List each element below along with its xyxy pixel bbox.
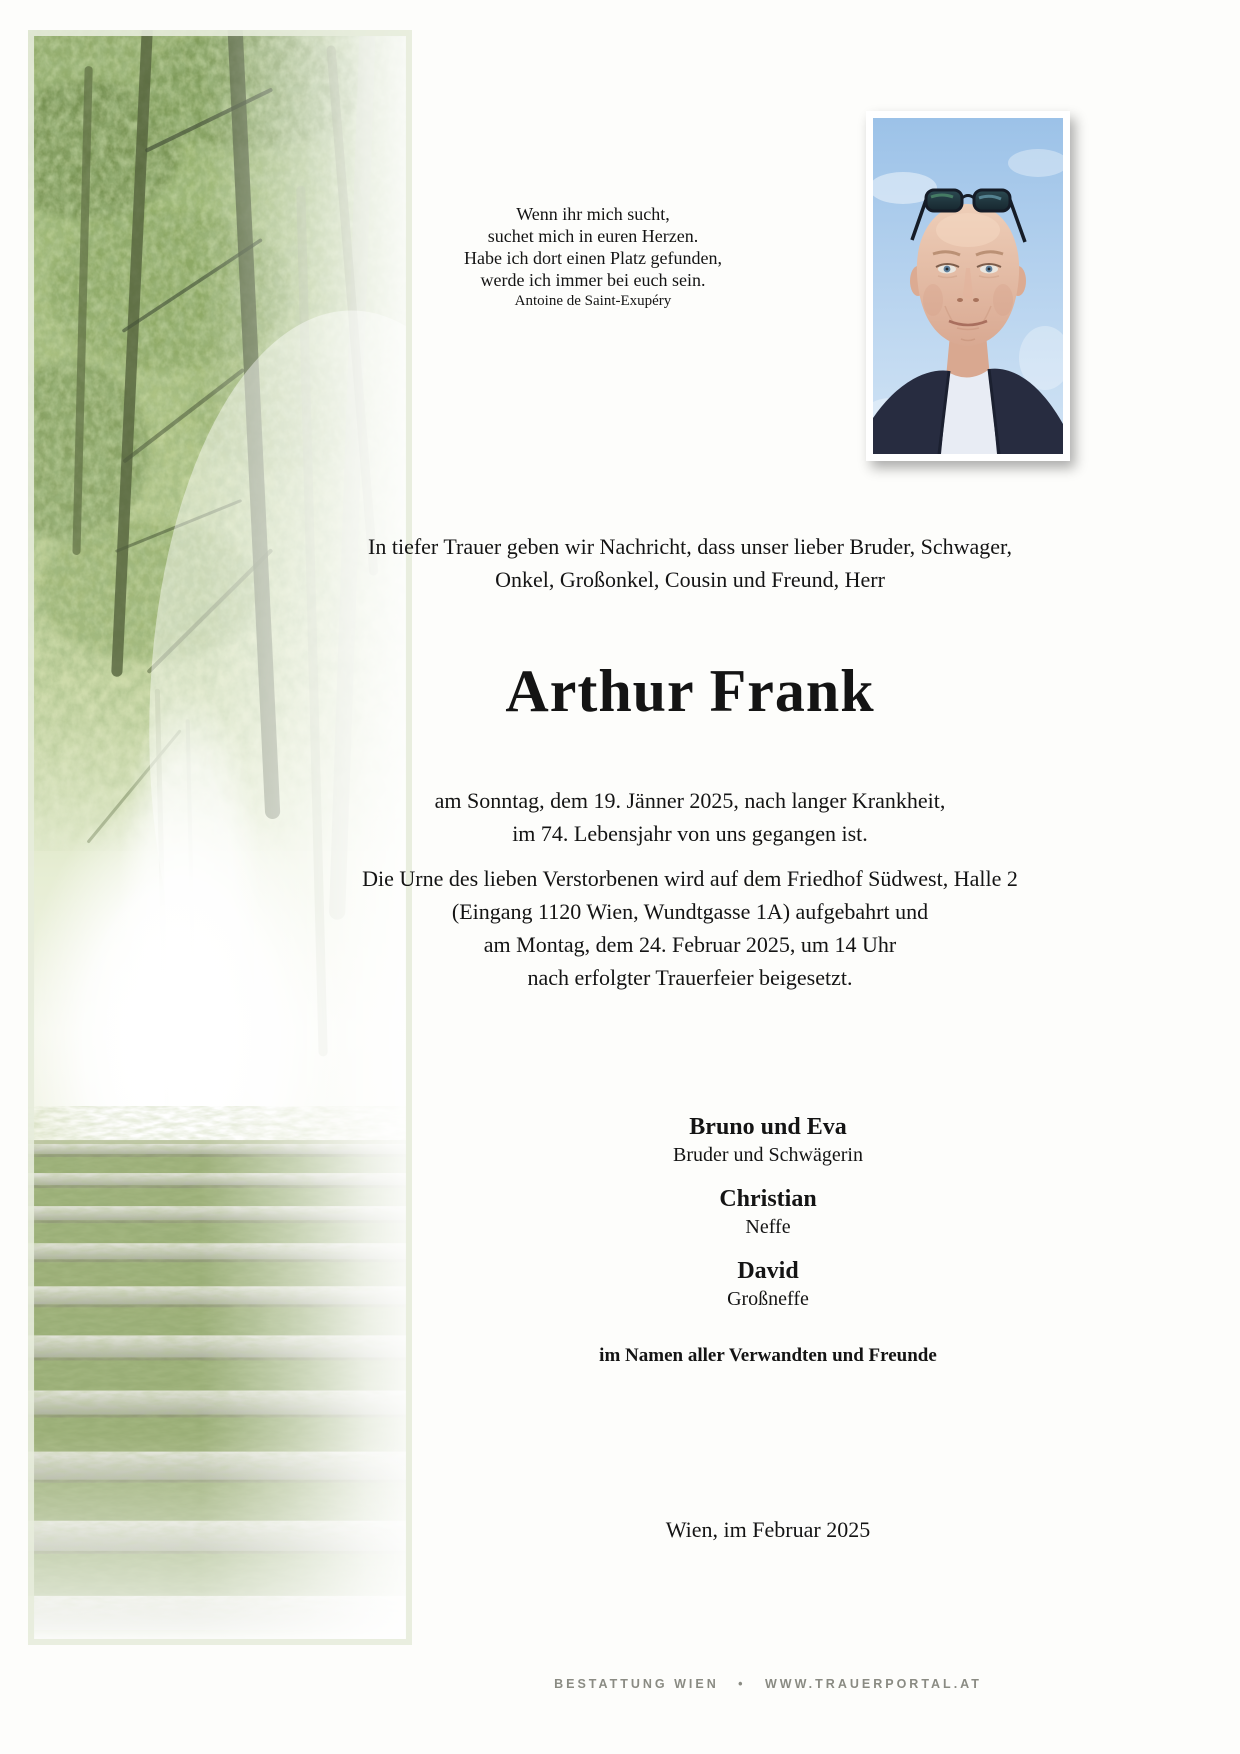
quote-attribution: Antoine de Saint-Exupéry [514, 293, 672, 309]
quote-line: suchet mich in euren Herzen. [487, 226, 699, 246]
passing-line: am Sonntag, dem 19. Jänner 2025, nach langer Krankheit, [434, 788, 946, 813]
quote-line: Wenn ihr mich sucht, [516, 204, 670, 224]
mourners-list [296, 1112, 1240, 1328]
quote-line: werde ich immer bei euch sein. [480, 270, 706, 290]
funeral-line: am Montag, dem 24. Februar 2025, um 14 Uhr [483, 932, 897, 957]
mourner-entry [296, 1112, 1240, 1168]
funeral-line: (Eingang 1120 Wien, Wundtgasse 1A) aufgebahrt und [451, 899, 929, 924]
mourner-entry [296, 1256, 1240, 1312]
mourner-relation: Neffe [745, 1216, 791, 1238]
mourner-name: Bruno und Eva [689, 1114, 847, 1140]
mourner-name: David [737, 1258, 799, 1284]
quote-line: Habe ich dort einen Platz gefunden, [464, 248, 722, 268]
mourner-entry [296, 1184, 1240, 1240]
footer-text: BESTATTUNG WIEN • WWW.TRAUERPORTAL.AT [554, 1677, 982, 1691]
passing-line: im 74. Lebensjahr von uns gegangen ist. [512, 821, 868, 846]
passing-info [140, 784, 1240, 850]
deceased-name: Arthur Frank [505, 658, 875, 724]
mourner-relation: Bruder und Schwägerin [673, 1144, 863, 1166]
portrait-photo [866, 111, 1070, 461]
mourner-name: Christian [719, 1186, 817, 1212]
announcement-intro [140, 530, 1240, 596]
dateline: Wien, im Februar 2025 [665, 1517, 871, 1542]
intro-line: In tiefer Trauer geben wir Nachricht, dass unser lieber Bruder, Schwager, [368, 534, 1012, 559]
mourner-relation: Großneffe [727, 1288, 809, 1310]
funeral-line: nach erfolgter Trauerfeier beigesetzt. [527, 965, 853, 990]
funeral-info [140, 862, 1240, 994]
intro-line: Onkel, Großonkel, Cousin und Freund, Herr [495, 567, 885, 592]
closing-line: im Namen aller Verwandten und Freunde [599, 1345, 937, 1366]
memorial-quote [263, 203, 923, 312]
portrait-illustration [873, 118, 1063, 454]
funeral-line: Die Urne des lieben Verstorbenen wird auf dem Friedhof Südwest, Halle 2 [362, 866, 1018, 891]
